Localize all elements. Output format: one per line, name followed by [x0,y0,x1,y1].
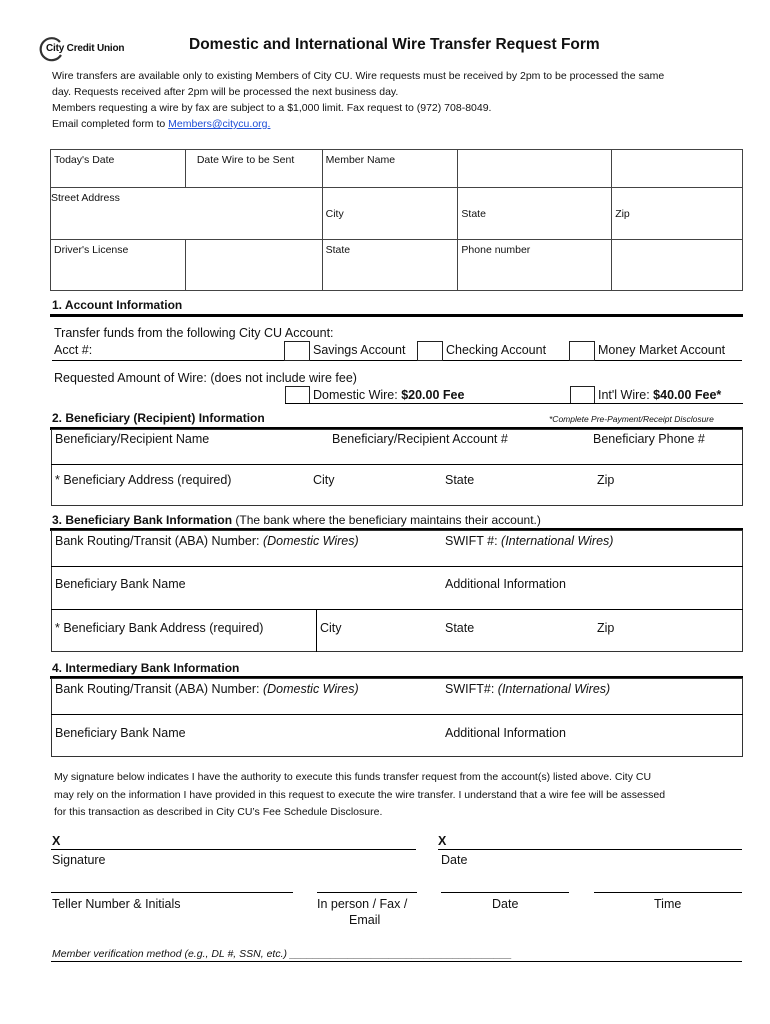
section-4-heading: 4. Intermediary Bank Information [52,661,240,675]
drivers-license-value[interactable] [185,240,322,291]
bank-routing-label[interactable] [55,534,359,548]
signature-line[interactable] [51,849,416,850]
bank-row-divider-2 [51,609,743,610]
bank-address-label[interactable]: * Beneficiary Bank Address (required) [55,621,264,635]
intro-line-1: Wire transfers are available only to existing Members of City CU. Wire requests must be received by 2pm to be processed the same [52,70,665,82]
zip-field[interactable] [612,188,743,240]
logo [38,36,138,62]
city-label: City [325,207,344,220]
date-x: X [438,834,447,848]
bank-zip-label[interactable]: Zip [597,621,615,635]
intermediary-swift-prefix: SWIFT#: [445,682,498,696]
state-label: State [461,207,486,220]
drivers-license-label: Driver's License [54,244,129,256]
intl-wire-label [598,388,721,402]
requested-amount-label: Requested Amount of Wire: (does not include wire fee) [54,371,357,385]
email-prefix: Email completed form to [52,118,169,130]
bank-state-label[interactable]: State [445,621,475,635]
member-name-field[interactable] [322,150,458,188]
street-address-label: Street Address [51,192,120,204]
todays-date-field[interactable] [51,150,186,188]
intermediary-bank-name-label[interactable]: Beneficiary Bank Name [55,726,186,740]
intermediary-additional-label[interactable]: Additional Information [445,726,566,740]
transfer-from-label: Transfer funds from the following City CU Account: [54,326,334,340]
member-info-table [50,149,743,291]
money-market-label: Money Market Account [598,343,726,357]
signature-x: X [52,834,61,848]
intermediary-row-divider [51,714,743,715]
time-label: Time [654,897,682,911]
intro-line-4 [52,118,270,130]
section-2-heading: 2. Beneficiary (Recipient) Information [52,411,265,425]
savings-label: Savings Account [313,343,406,357]
acct-rule [52,360,742,361]
prepayment-note: *Complete Pre-Payment/Receipt Disclosure [549,414,714,424]
dl-state-field[interactable] [322,240,458,291]
wire-type-rule [285,403,743,404]
verification-method[interactable]: Member verification method (e.g., DL #, SSN, etc.) ______________________________________ [52,948,512,960]
signature-label: Signature [52,853,106,867]
date-label: Date [441,853,468,867]
domestic-fee: $20.00 Fee [401,388,465,402]
beneficiary-zip-label[interactable]: Zip [597,473,615,487]
member-name-extra-1[interactable] [458,150,612,188]
bank-swift-label[interactable] [445,534,613,548]
intl-fee: $40.00 Fee* [653,388,722,402]
beneficiary-city-label[interactable]: City [313,473,335,487]
intl-wire-checkbox[interactable] [570,386,595,404]
method-label-1: In person / Fax / [317,897,408,911]
swift-prefix: SWIFT #: [445,534,502,548]
swift-note: (International Wires) [501,534,614,548]
page-title: Domestic and International Wire Transfer Request Form [189,36,600,53]
checking-label: Checking Account [446,343,547,357]
bank-city-label[interactable]: City [320,621,342,635]
section-3-title: 3. Beneficiary Bank Information [52,513,233,527]
todays-date-label: Today's Date [54,154,115,166]
intermediary-routing-prefix: Bank Routing/Transit (ABA) Number: [55,682,263,696]
intro-line-3: Members requesting a wire by fax are subject to a $1,000 limit. Fax request to (972) 708-8049. [52,102,492,114]
zip-label: Zip [615,207,630,220]
bank-additional-label[interactable]: Additional Information [445,577,566,591]
beneficiary-account-label[interactable]: Beneficiary/Recipient Account # [332,432,508,446]
section-1-rule [50,314,743,317]
signature-statement-1: My signature below indicates I have the authority to execute this funds transfer request from the account(s) listed above. City CU [54,771,652,783]
beneficiary-name-label[interactable]: Beneficiary/Recipient Name [55,432,210,446]
beneficiary-state-label[interactable]: State [445,473,475,487]
section-1-heading: 1. Account Information [52,298,183,312]
logo-text: City Credit Union [46,43,125,54]
date-wire-sent-label: Date Wire to be Sent [196,154,295,166]
teller-line[interactable] [51,892,293,893]
dl-state-label: State [325,244,351,256]
acct-label: Acct #: [54,343,93,357]
intl-prefix: Int'l Wire: [598,388,654,402]
routing-prefix: Bank Routing/Transit (ABA) Number: [55,534,263,548]
date-wire-sent-field[interactable] [185,150,322,188]
beneficiary-row-divider [51,464,743,465]
phone-extra[interactable] [612,240,743,291]
time-line[interactable] [594,892,742,893]
street-address-field[interactable] [51,188,323,240]
phone-field[interactable] [458,240,612,291]
city-field[interactable] [322,188,458,240]
intermediary-routing-label[interactable] [55,682,359,696]
teller-date-line[interactable] [441,892,569,893]
bank-name-label[interactable]: Beneficiary Bank Name [55,577,186,591]
teller-label: Teller Number & Initials [52,897,181,911]
drivers-license-field[interactable] [51,240,186,291]
bank-row-divider-1 [51,566,743,567]
teller-date-label: Date [492,897,519,911]
intermediary-swift-note: (International Wires) [497,682,611,696]
routing-note: (Domestic Wires) [262,534,359,548]
checking-checkbox[interactable] [417,341,443,361]
savings-checkbox[interactable] [284,341,310,361]
email-link[interactable]: Members@citycu.org. [168,118,271,130]
bank-col-divider [316,609,317,652]
money-market-checkbox[interactable] [569,341,595,361]
phone-label: Phone number [461,244,531,256]
verification-line [51,961,742,962]
intro-line-2: day. Requests received after 2pm will be processed the next business day. [52,86,399,98]
signature-statement-2: may rely on the information I have provided in this request to execute the wire transfer. I understand that a wire fee will be assessed [54,789,666,801]
beneficiary-phone-label[interactable]: Beneficiary Phone # [593,432,705,446]
domestic-wire-checkbox[interactable] [285,386,310,404]
intermediary-routing-note: (Domestic Wires) [262,682,359,696]
section-3-heading [52,513,541,527]
intermediary-swift-label[interactable] [445,682,610,696]
date-line[interactable] [438,849,742,850]
method-label-2: Email [349,913,381,927]
member-name-extra-2[interactable] [612,150,743,188]
domestic-wire-label [313,388,464,402]
beneficiary-address-label[interactable]: * Beneficiary Address (required) [55,473,232,487]
section-3-note: (The bank where the beneficiary maintains their account.) [232,513,541,527]
member-name-label: Member Name [325,154,396,166]
method-line[interactable] [317,892,417,893]
domestic-prefix: Domestic Wire: [313,388,402,402]
state-field[interactable] [458,188,612,240]
signature-statement-3: for this transaction as described in City CU’s Fee Schedule Disclosure. [54,806,383,818]
